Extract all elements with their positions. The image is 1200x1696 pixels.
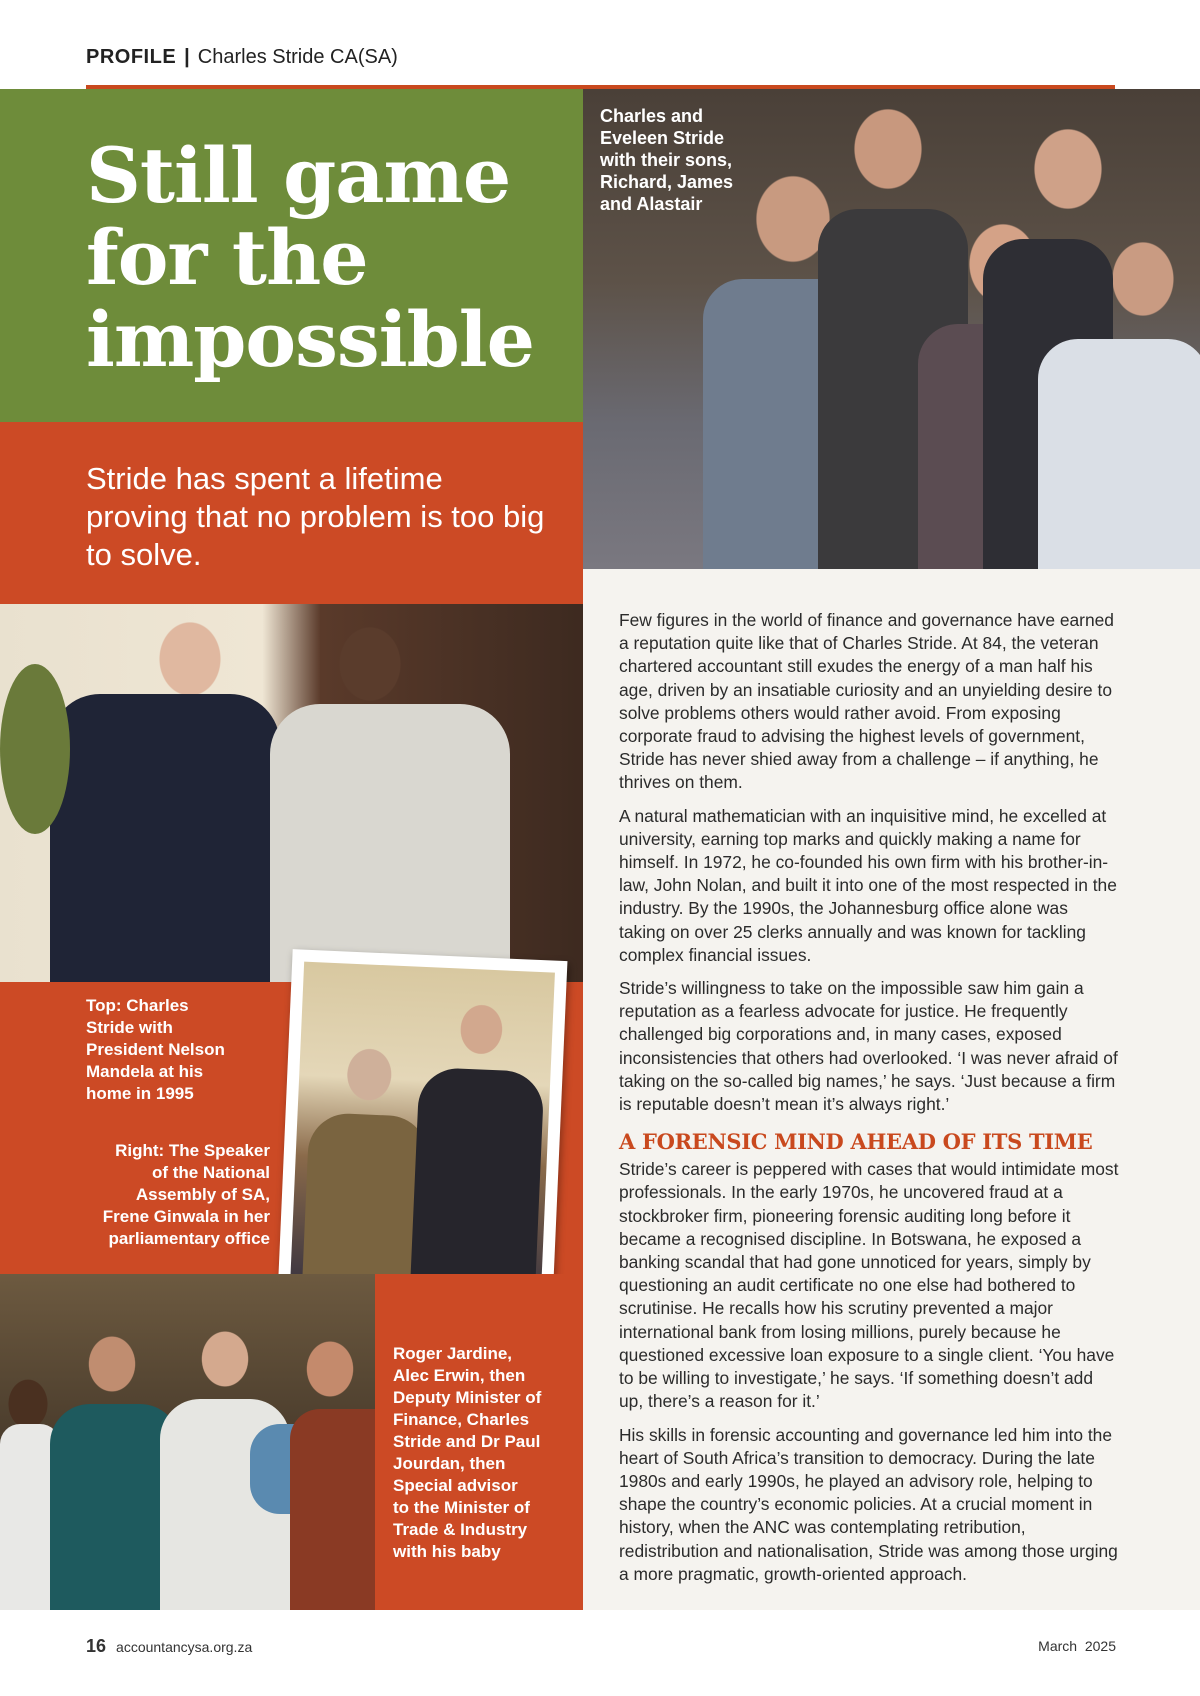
article-paragraph: A natural mathematician with an inquisitive mind, he excelled at university, earning top marks and quickly making a name for himself. In 1972, he co-founded his own firm with his brother-in-law, John Nolan, and built it into one of the most respected in the industry. By the 1990s, the Johannesburg office alone was taking on over 25 clerks annually and was known for tackling complex financial issues. (619, 805, 1117, 965)
mandela-photo (0, 604, 583, 982)
group-photo (0, 1274, 375, 1610)
page-header (86, 46, 398, 69)
page-number: 16 (86, 1636, 107, 1656)
group-photo-caption: Roger Jardine, Alec Erwin, then Deputy Minister of Finance, Charles Stride and Dr Paul Jourdan, then Special advisor to the Minister of Trade & Industry with his baby (393, 1344, 542, 1561)
headline: Still game for the impossible (86, 131, 534, 384)
section-label: PROFILE (86, 46, 177, 68)
speaker-photo-caption: Right: The Speaker of the National Assembly of SA, Frene Ginwala in her parliamentary office (102, 1141, 270, 1248)
standfirst: Stride has spent a lifetime proving that no problem is too big to solve. (86, 461, 545, 572)
article-paragraph: Few figures in the world of finance and governance have earned a reputation quite like that of Charles Stride. At 84, the veteran chartered accountant still exudes the energy of a man half his age, driven by an insatiable curiosity and an unyielding desire to solve problems others would rather avoid. From exposing corporate fraud to advising the highest levels of government, Stride has never shied away from a challenge – if anything, he thrives on them. (619, 610, 1114, 793)
page-footer (86, 1636, 252, 1657)
article-paragraph: Stride’s willingness to take on the impossible saw him gain a reputation as a fearless advocate for justice. He frequently challenged big corporations and, in many cases, exposed inconsistencies that others had overlooked. ‘I was never afraid of taking on the so-called big names,’ he says. ‘Just because a firm is reputable doesn’t mean it’s always right.’ (619, 978, 1118, 1115)
header-subject: Charles Stride CA(SA) (197, 46, 398, 68)
footer-date: March 2025 (1038, 1638, 1116, 1654)
mandela-photo-caption: Top: Charles Stride with President Nelson Mandela at his home in 1995 (86, 996, 225, 1103)
header-separator: | (184, 46, 190, 68)
article-subheading: A FORENSIC MIND AHEAD OF ITS TIME (619, 1129, 1093, 1155)
family-photo-caption: Charles and Eveleen Stride with their sons, Richard, James and Alastair (600, 106, 734, 214)
speaker-photo (290, 962, 555, 1297)
article-paragraph: His skills in forensic accounting and governance led him into the heart of South Africa’s transition to democracy. During the late 1980s and early 1990s, he played an advisory role, helping to shape the country’s economic policies. At a crucial moment in history, when the ANC was contemplating retribution, redistribution and nationalisation, Stride was among those urging a more pragmatic, growth-oriented approach. (619, 1424, 1118, 1584)
article-body (619, 609, 1119, 1596)
family-photo (583, 89, 1200, 569)
article-paragraph: Stride’s career is peppered with cases that would intimidate most professionals. In the early 1970s, he uncovered fraud at a stockbroker firm, pioneering forensic auditing long before it became a recognised discipline. In Botswana, he exposed a banking scandal that had gone unnoticed for years, simply by questioning an audit certificate no one else had bothered to scrutinise. He recalls how his scrutiny prevented a major international bank from losing millions, purely because he questioned excessive loan exposure to a single client. ‘You have to be willing to investigate,’ he says. ‘If something doesn’t add up, there’s a reason for it.’ (619, 1159, 1119, 1412)
footer-website[interactable]: accountancysa.org.za (116, 1639, 253, 1655)
speaker-photo-frame (278, 949, 568, 1309)
